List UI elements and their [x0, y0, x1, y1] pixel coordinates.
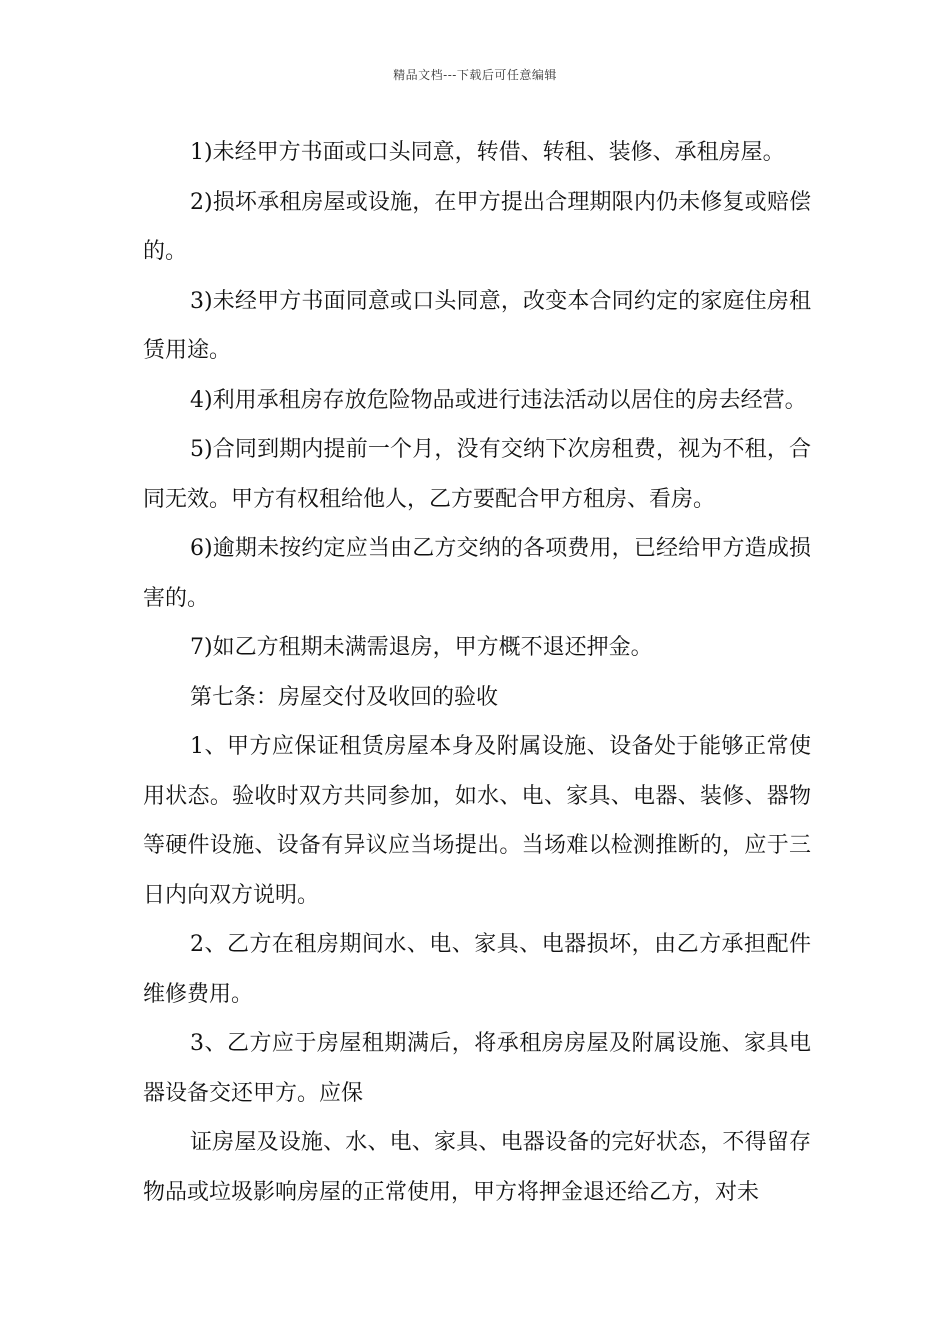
- clause-7: 7)如乙方租期未满需退房，甲方概不退还押金。: [190, 635, 653, 660]
- clause-4: 4)利用承租房存放危险物品或进行违法活动以居住的房去经营。: [190, 387, 807, 413]
- clause-6: 6)逾期未按约定应当由乙方交纳的各项费用，已经给甲方造成损害的。: [143, 536, 811, 611]
- clause-1: 1)未经甲方书面或口头同意，转借、转租、装修、承租房屋。: [190, 140, 785, 165]
- clause-3: 3)未经甲方书面同意或口头同意，改变本合同约定的家庭住房租赁用途。: [143, 288, 811, 363]
- article-7-heading: 第七条：房屋交付及收回的验收: [190, 684, 499, 710]
- article-7-item-3: 3、乙方应于房屋租期满后，将承租房房屋及附属设施、家具电器设备交还甲方。应保: [143, 1031, 811, 1106]
- article-7-item-1: 1、甲方应保证租赁房屋本身及附属设施、设备处于能够正常使用状态。验收时双方共同参加，如水、电、家具、电器、装修、器物等硬件设施、设备有异议应当场提出。当场难以检测推断的，应于三日内向双方说明。: [143, 734, 811, 908]
- clause-2: 2)损坏承租房屋或设施，在甲方提出合理期限内仍未修复或赔偿的。: [143, 189, 811, 264]
- clause-5: 5)合同到期内提前一个月，没有交纳下次房租费，视为不租，合同无效。甲方有权租给他人，乙方要配合甲方租房、看房。: [143, 437, 811, 512]
- page-header: 精品文档---下载后可任意编辑: [393, 68, 557, 82]
- document-body: [143, 128, 811, 1217]
- article-7-item-2: 2、乙方在租房期间水、电、家具、电器损坏，由乙方承担配件维修费用。: [143, 932, 811, 1007]
- article-7-item-3-continued: 证房屋及设施、水、电、家具、电器设备的完好状态，不得留存物品或垃圾影响房屋的正常使用，甲方将押金退还给乙方，对未: [143, 1130, 811, 1205]
